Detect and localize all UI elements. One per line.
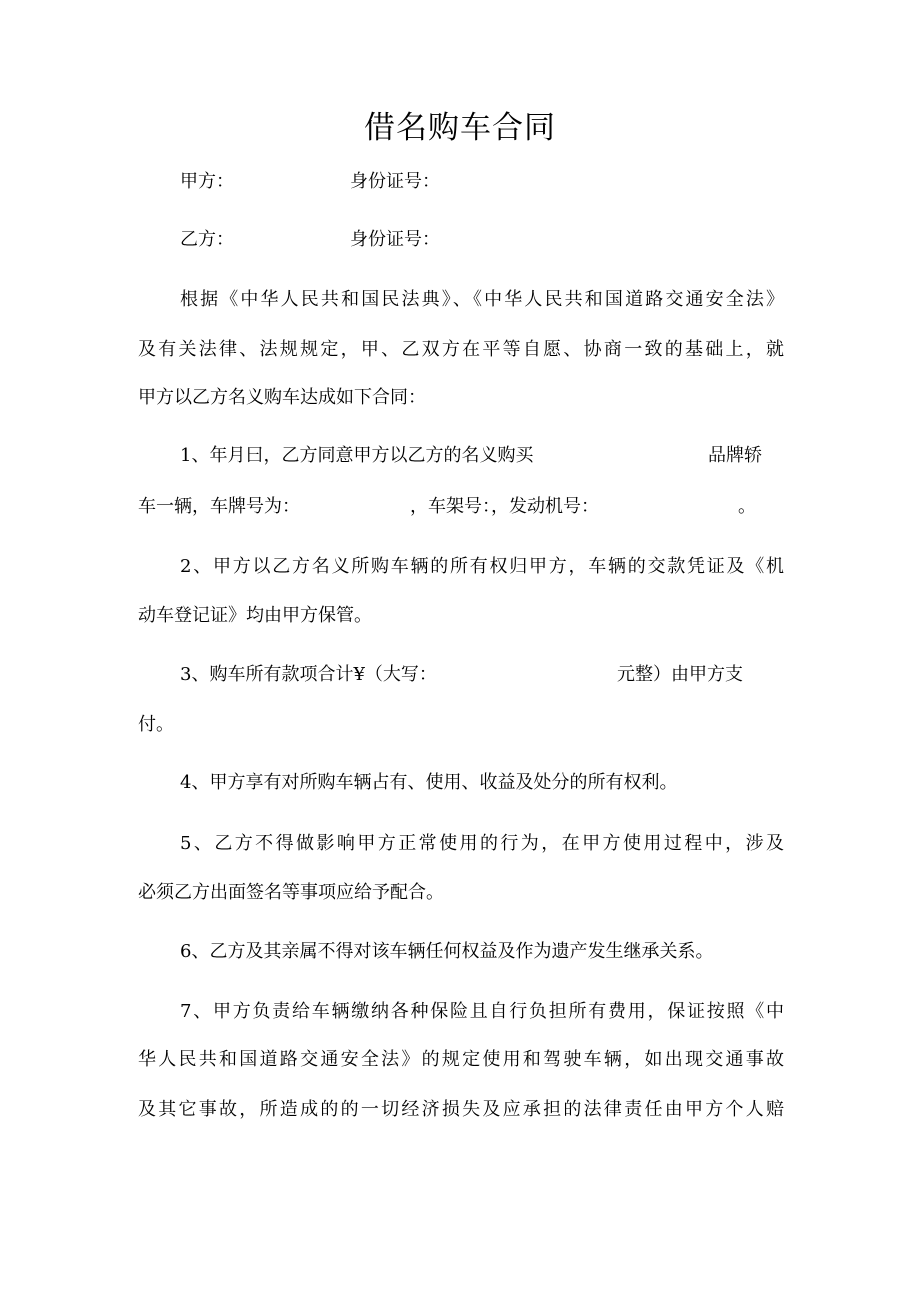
clause-5-line-2: 必须乙方出面签名等事项应给予配合。	[138, 882, 444, 903]
clause-7-line-1: 7、甲方负责给车辆缴纳各种保险且自行负担所有费用，保证按照《中	[180, 1001, 784, 1022]
clause-2-line-2: 动车登记证》均由甲方保管。	[138, 605, 372, 626]
clause-7-line-3: 及其它事故，所造成的的一切经济损失及应承担的法律责任由甲方个人赔	[138, 1099, 784, 1120]
clause-5-line-1: 5、乙方不得做影响甲方正常使用的行为，在甲方使用过程中，涉及	[180, 833, 784, 854]
clause-3-line-2: 付。	[138, 714, 174, 735]
clause-7-line-2: 华人民共和国道路交通安全法》的规定使用和驾驶车辆，如出现交通事故	[138, 1049, 784, 1070]
preamble-line-1: 根据《中华人民共和国民法典》、《中华人民共和国道路交通安全法》	[180, 289, 784, 310]
clause-1-text-b: 品牌轿	[708, 445, 762, 466]
clause-1-text-d: ，车架号：，发动机号：	[410, 496, 599, 517]
clause-3-text-b: 元整）由甲方支	[617, 664, 743, 685]
party-b-label: 乙方：	[180, 229, 234, 250]
party-a-label: 甲方：	[180, 171, 234, 192]
clause-6-line-1: 6、乙方及其亲属不得对该车辆任何权益及作为遗产发生继承关系。	[180, 941, 714, 962]
party-b-id-label: 身份证号：	[350, 229, 440, 250]
party-a-id-label: 身份证号：	[350, 171, 440, 192]
preamble-line-3: 甲方以乙方名义购车达成如下合同：	[138, 387, 426, 408]
clause-2-line-1: 2、甲方以乙方名义所购车辆的所有权归甲方，车辆的交款凭证及《机	[180, 556, 784, 577]
clause-1-text-c: 车一辆，车牌号为：	[138, 496, 300, 517]
clause-4-line-1: 4、甲方享有对所购车辆占有、使用、收益及处分的所有权利。	[180, 772, 678, 793]
document-title: 借名购车合同	[364, 110, 556, 146]
clause-3-text-a: 3、购车所有款项合计¥（大写：	[180, 664, 437, 685]
preamble-line-2: 及有关法律、法规规定，甲、乙双方在平等自愿、协商一致的基础上，就	[138, 339, 784, 360]
clause-1-text-a: 1、年月曰，乙方同意甲方以乙方的名义购买	[180, 445, 534, 466]
clause-1-text-e: 。	[738, 496, 756, 517]
